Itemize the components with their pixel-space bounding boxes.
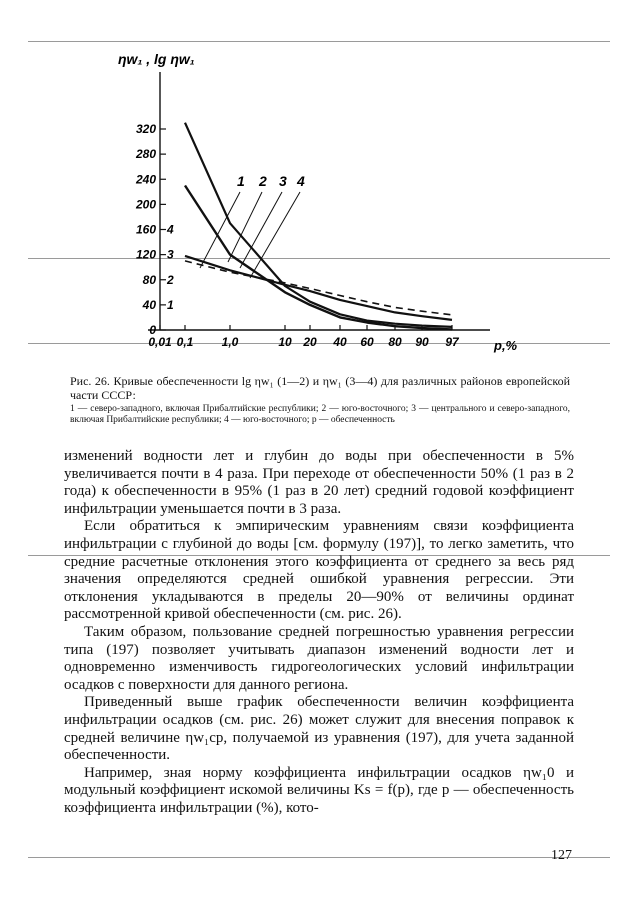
curve-label-1: 1 — [237, 173, 245, 189]
y-axis-ticks — [135, 122, 174, 337]
leader-line-3 — [240, 192, 282, 268]
lg-tick-label-4: 4 — [167, 222, 174, 237]
y-tick-label-40: 40 — [142, 297, 156, 312]
body-text — [64, 448, 574, 817]
curve-4 — [185, 123, 452, 327]
x-tick-label-6: 60 — [360, 335, 374, 349]
curve-label-2: 2 — [259, 173, 267, 189]
x-tick-label-8: 90 — [415, 335, 429, 349]
curve-label-4: 4 — [297, 173, 305, 189]
x-tick-label-7: 80 — [388, 335, 402, 349]
x-tick-label-5: 40 — [333, 335, 347, 349]
y-tick-label-120: 120 — [135, 247, 156, 262]
paragraph-3: Таким образом, пользование средней погрешностью уравнения регрессии типа (197) позволяет учитывать диапазон изменений водности лет и одновременно изменчивость гидрогеологических условий инфильтрации осадков с поверхности для данного региона. — [64, 623, 574, 693]
figure-caption — [70, 374, 570, 426]
figure-26-chart — [0, 0, 634, 372]
x-axis-title: p,% — [494, 338, 518, 353]
y-tick-label-240: 240 — [135, 172, 156, 187]
y-tick-label-0: 0 — [149, 323, 156, 337]
y-tick-label-80: 80 — [142, 272, 156, 287]
curve-label-3: 3 — [279, 173, 287, 189]
chart-curves — [185, 123, 452, 330]
x-tick-label-0: 0,01 — [148, 335, 172, 349]
curve-3 — [185, 186, 452, 330]
page-number: 127 — [551, 848, 572, 863]
x-tick-label-9: 97 — [445, 335, 459, 349]
paragraph-1: изменений водности лет и глубин до воды при обеспеченности в 5% увеличивается почти в 4 раза. При переходе от обеспеченности 50% (1 раз в 2 года) к обеспеченности в 95% (1 раз в 20 лет) средний годовой коэффициент инфильтрации уменьшается почти в 3 раза. — [64, 448, 574, 517]
x-tick-label-3: 10 — [278, 335, 292, 349]
scan-line-bottom — [28, 857, 610, 858]
y-tick-label-200: 200 — [135, 197, 156, 212]
y-tick-label-160: 160 — [135, 222, 156, 237]
lg-tick-label-3: 3 — [167, 247, 174, 262]
caption-legend: 1 — северо-западного, включая Прибалтийские республики; 2 — юго-восточного; 3 — центрального и северо-западного, включая Прибалтийские республики; 4 — юго-восточного; p — обеспеченность — [70, 404, 570, 425]
paragraph-4: Приведенный выше график обеспеченности величин коэффициента инфильтрации осадков (см. рис. 26) может служит для внесения поправок к средней величине ηw₁ср, получаемой из уравнения (197), для учета заданной обеспеченности. — [64, 694, 574, 764]
paragraph-5: Например, зная норму коэффициента инфильтрации осадков ηw₁0 и модульный коэффициент искомой величины Ks = f(p), где p — обеспеченность коэффициента инфильтрации (%), кото- — [64, 764, 574, 816]
caption-title: Рис. 26. Кривые обеспеченности lg ηw₁ (1—2) и ηw₁ (3—4) для различных районов европейской части СССР: — [70, 374, 570, 402]
lg-tick-label-1: 1 — [167, 297, 174, 312]
x-tick-label-1: 0,1 — [176, 335, 194, 349]
paragraph-2: Если обратиться к эмпирическим уравнениям связи коэффициента инфильтрации с глубиной до воды [см. формулу (197)], то легко заметить, что средние расчетные отклонения этого коэффициента от среднего за весь ряд значения определяются средней ошибкой уравнения регрессии. Эти отклонения укладываются в пределы 20—90% от величины ординат рассмотренной кривой обеспеченности (см. рис. 26). — [64, 518, 574, 623]
y-tick-label-320: 320 — [135, 122, 156, 136]
x-tick-label-2: 1,0 — [221, 335, 239, 349]
x-tick-label-4: 20 — [303, 335, 317, 349]
lg-tick-label-2: 2 — [167, 272, 174, 287]
y-axis-title: ηw₁ , lg ηw₁ — [118, 51, 195, 67]
y-tick-label-280: 280 — [135, 147, 156, 162]
